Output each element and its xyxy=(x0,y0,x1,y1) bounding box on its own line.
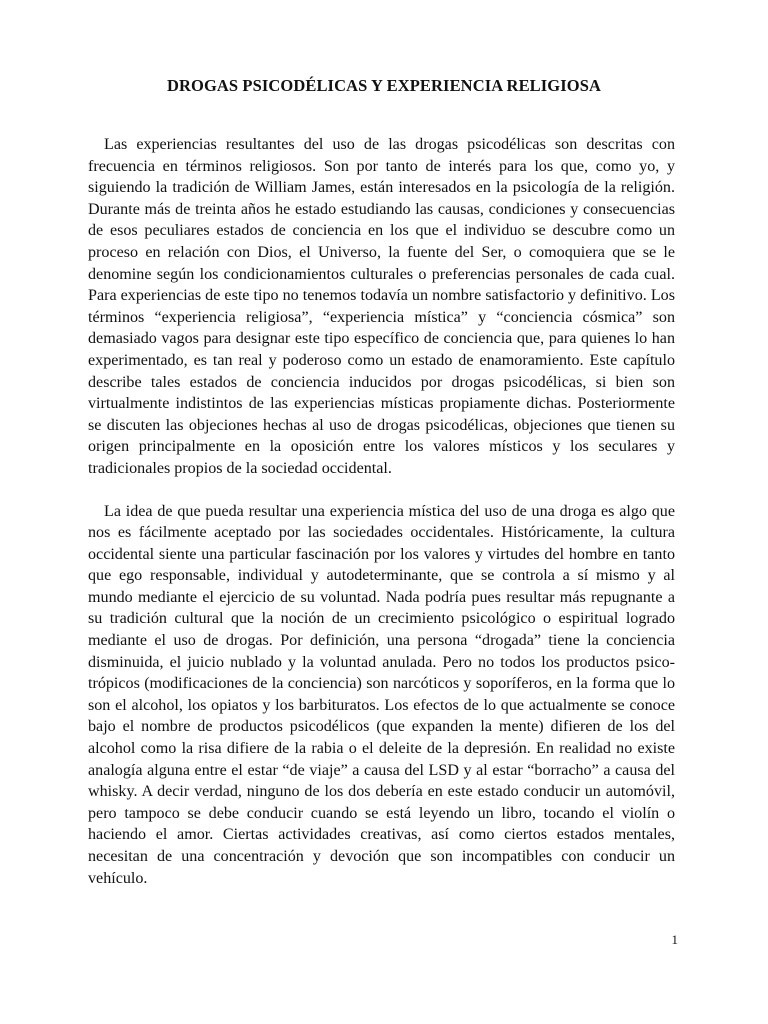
page-number: 1 xyxy=(671,932,678,947)
paragraph-1: Las experiencias resultantes del uso de las drogas psicodélicas son descritas con frecuencia en términos religiosos. Son por tanto de interés para los que, como yo, y siguiendo la tradición de William James, están interesados en la psicología de la religión. Durante más de treinta años he estado estudiando las causas, condiciones y consecuencias de esos peculiares estados de conciencia en los que el individuo se descubre como un proceso en relación con Dios, el Universo, la fuente del Ser, o comoquiera que se le denomine según los condicionamientos culturales o preferencias personales de cada cual. Para experiencias de este tipo no tenemos todavía un nombre satisfactorio y definitivo. Los términos “experiencia religiosa”, “experiencia mística” y “conciencia cósmica” son demasiado vagos para designar este tipo específico de conciencia que, para quienes lo han experimentado, es tan real y poderoso como un estado de enamoramiento. Este capítulo describe tales estados de conciencia inducidos por drogas psicodélicas, si bien son virtualmente indistintos de las experiencias místicas propiamente dichas. Posteriormente se discuten las objeciones hechas al uso de drogas psicodélicas, objeciones que tienen su origen principalmente en la oposición entre los valores místicos y los seculares y tradicionales propios de la sociedad occidental. xyxy=(88,136,675,477)
paragraph-2: La idea de que pueda resultar una experiencia mística del uso de una droga es algo que nos es fácilmente aceptado por las sociedades occidentales. Históricamente, la cultura occidental siente una particular fascinación por los valores y virtudes del hombre en tanto que ego responsable, individual y autodeterminante, que se controla a sí mismo y al mundo mediante el ejercicio de su voluntad. Nada podría pues resultar más repugnante a su tradición cultural que la noción de un crecimiento psicológico o espiritual logrado mediante el uso de drogas. Por definición, una persona “drogada” tiene la conciencia disminuida, el juicio nublado y la voluntad anulada. Pero no todos los productos psico-trópicos (modificaciones de la conciencia) son narcóticos y soporíferos, en la forma que lo son el alcohol, los opiatos y los barbituratos. Los efectos de lo que actualmente se conoce bajo el nombre de productos psicodélicos (que expanden la mente) difieren de los del alcohol como la risa difiere de la rabia o el deleite de la depresión. En realidad no existe analogía alguna entre el estar “de viaje” a causa del LSD y al estar “borracho” a causa del whisky. A decir verdad, ninguno de los dos debería en este estado conducir un automóvil, pero tampoco se debe conducir cuando se está leyendo un libro, tocando el violín o haciendo el amor. Ciertas actividades creativas, así como ciertos estados mentales, necesitan de una concentración y devoción que son incompatibles con conducir un vehículo. xyxy=(88,502,675,887)
document-body xyxy=(88,134,675,910)
document-title: DROGAS PSICODÉLICAS Y EXPERIENCIA RELIGIOSA xyxy=(166,76,601,95)
